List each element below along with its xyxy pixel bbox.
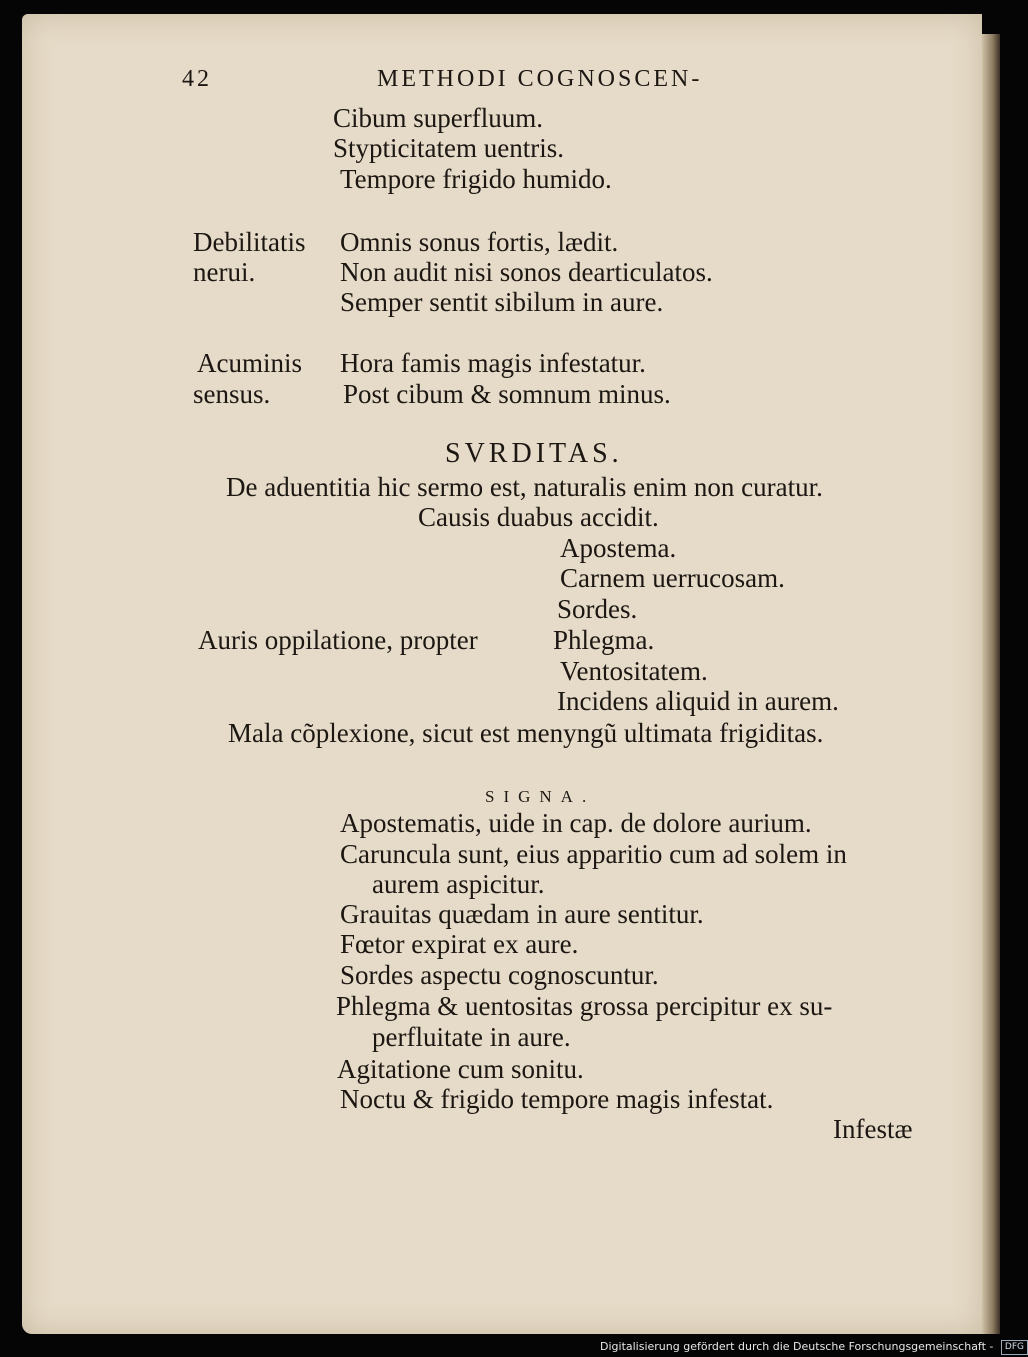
footer-credit-text: Digitalisierung gefördert durch die Deutsche Forschungsgemeinschaft - bbox=[600, 1340, 994, 1353]
text-line: Tempore frigido humido. bbox=[340, 164, 612, 194]
text-line: Mala cõplexione, sicut est menyngũ ultimata frigiditas. bbox=[228, 718, 824, 748]
text-line: Grauitas quædam in aure sentitur. bbox=[340, 899, 704, 929]
footer-credit bbox=[600, 1337, 1024, 1357]
text-line: Apostematis, uide in cap. de dolore aurium. bbox=[340, 808, 812, 838]
text-line: Incidens aliquid in aurem. bbox=[557, 686, 839, 716]
text-line: Phlegma. bbox=[553, 625, 655, 655]
text-line: Carnem uerrucosam. bbox=[560, 563, 785, 593]
text-line: Hora famis magis infestatur. bbox=[340, 348, 646, 378]
text-line: Non audit nisi sonos dearticulatos. bbox=[340, 257, 713, 287]
text-line: Causis duabus accidit. bbox=[418, 502, 659, 532]
text-line: Infestæ bbox=[833, 1114, 913, 1144]
text-line: nerui. bbox=[193, 257, 256, 287]
text-line: Apostema. bbox=[560, 533, 677, 563]
text-line: Phlegma & uentositas grossa percipitur ex su- bbox=[336, 991, 833, 1021]
text-line: Sordes. bbox=[557, 594, 638, 624]
page-edge bbox=[982, 34, 1000, 1334]
text-line: aurem aspicitur. bbox=[372, 869, 545, 899]
text-line: Caruncula sunt, eius apparitio cum ad solem in bbox=[340, 839, 847, 869]
text-line: Acuminis bbox=[197, 348, 302, 378]
book-page bbox=[22, 14, 982, 1334]
text-line: Omnis sonus fortis, lædit. bbox=[340, 227, 619, 257]
heading-signa: SIGNA. bbox=[485, 787, 596, 806]
text-line: Cibum superfluum. bbox=[333, 103, 543, 133]
text-line: perfluitate in aure. bbox=[372, 1022, 571, 1052]
text-line: Agitatione cum sonitu. bbox=[337, 1054, 584, 1084]
text-line: sensus. bbox=[193, 379, 271, 409]
text-line: Stypticitatem uentris. bbox=[333, 133, 564, 163]
running-title: METHODI COGNOSCEN- bbox=[377, 66, 703, 92]
text-line: Fœtor expirat ex aure. bbox=[340, 929, 579, 959]
text-line: Ventositatem. bbox=[560, 656, 708, 686]
text-line: Post cibum & somnum minus. bbox=[343, 379, 671, 409]
text-line: De aduentitia hic sermo est, naturalis enim non curatur. bbox=[226, 472, 823, 502]
text-line: Semper sentit sibilum in aure. bbox=[340, 287, 664, 317]
text-line: Noctu & frigido tempore magis infestat. bbox=[340, 1084, 774, 1114]
heading-surditas: SVRDITAS. bbox=[445, 438, 623, 469]
text-line: Debilitatis bbox=[193, 227, 306, 257]
text-line: Auris oppilatione, propter bbox=[198, 625, 478, 655]
text-line: Sordes aspectu cognoscuntur. bbox=[340, 960, 659, 990]
dfg-logo: DFG bbox=[1001, 1340, 1028, 1355]
page-number: 42 bbox=[182, 66, 212, 92]
